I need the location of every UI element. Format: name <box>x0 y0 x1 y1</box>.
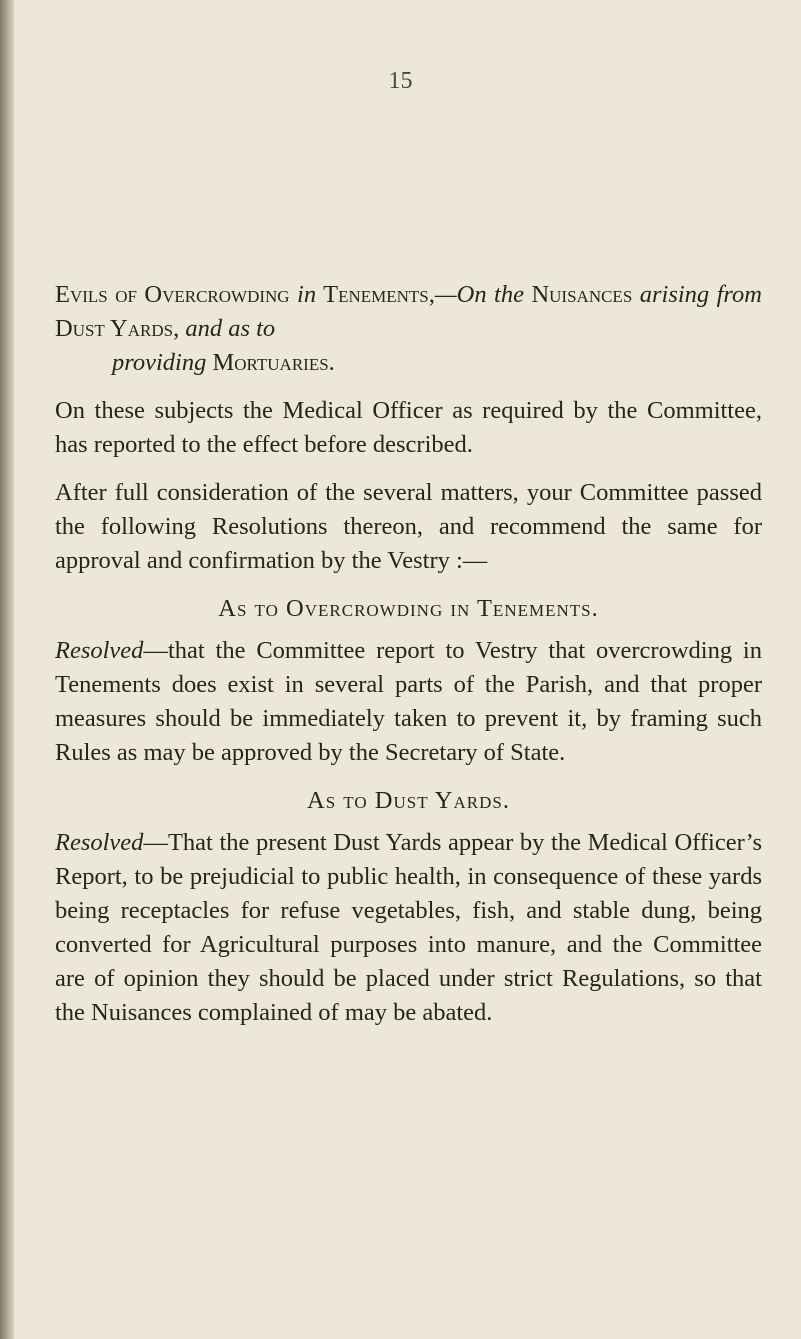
heading-text-6: arising from <box>639 281 762 308</box>
heading-text-1: Evils of Overcrowding <box>55 281 290 308</box>
page-number: 15 <box>388 68 413 94</box>
section-title-overcrowding: As to Overcrowding in Tenements. <box>218 595 599 622</box>
heading-text-7: Dust Yards, <box>55 315 180 342</box>
resolution-overcrowding <box>55 634 762 770</box>
heading-text-3: Tenements, <box>323 281 435 308</box>
page-binding-edge <box>0 0 14 1339</box>
heading-text-5: Nuisances <box>531 281 633 308</box>
resolution-text: —that the Committee report to Vestry that overcrowding in Tenements does exist in several parts of the Parish, and that proper measures should be immediately taken to prevent it, by framing such Rules as may be approved by the Secretary of State. <box>55 637 762 766</box>
resolved-label: Resolved <box>55 637 144 664</box>
heading-text-2: in <box>297 281 317 308</box>
heading-text-4: —On the <box>434 281 524 308</box>
section-heading <box>55 278 762 380</box>
paragraph-medical-officer: On these subjects the Medical Officer as required by the Committee, has reported to the effect before described. <box>55 397 762 458</box>
heading-text-9: providing <box>112 349 207 376</box>
resolution-dust-yards <box>55 826 762 1030</box>
section-title-dust-yards: As to Dust Yards. <box>307 787 510 814</box>
resolution-text: —That the present Dust Yards appear by the Medical Officer’s Report, to be prejudicial to public health, in consequence of these yards being receptacles for refuse vegetables, fish, and stable dung, being converted for Agricultural purposes into manure, and the Committee are of opinion they should be placed under strict Regulations, so that the Nuisances complained of may be abated. <box>55 829 762 1026</box>
document-body <box>55 278 762 1044</box>
resolved-label: Resolved <box>55 829 144 856</box>
heading-continuation <box>55 346 762 380</box>
heading-text-10: Mortuaries. <box>212 349 335 376</box>
heading-text-8: and as to <box>185 315 276 342</box>
paragraph-resolutions: After full consideration of the several matters, your Committee passed the following Resolutions thereon, and recommend the same for approval and confirmation by the Vestry :— <box>55 479 762 574</box>
